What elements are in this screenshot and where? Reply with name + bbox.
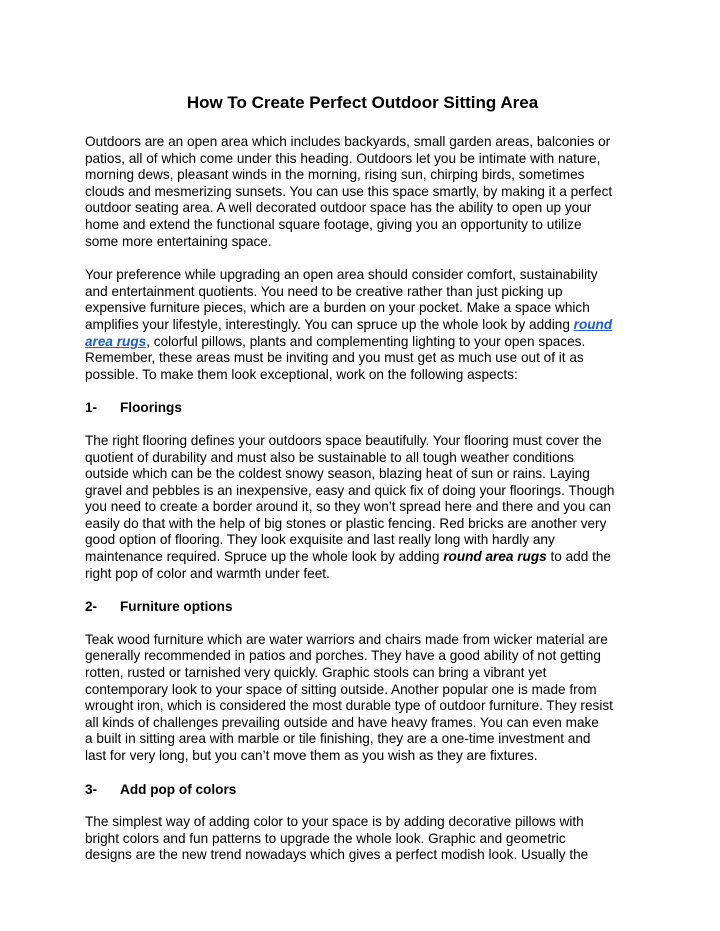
- text-line: designs are the new trend nowadays which gives a perfect modish look. Usually the: [85, 847, 589, 863]
- text-fragment: to add the: [546, 549, 611, 565]
- text-line: generally recommended in patios and porches. They have a good ability of not getting: [85, 648, 601, 664]
- round-area-rugs-link-part1[interactable]: round: [573, 316, 613, 332]
- text-line: some more entertaining space.: [85, 233, 272, 249]
- text-line: quotient of durability and must also be sustainable to all tough weather conditions: [85, 449, 574, 465]
- text-line: outside which can be the coldest snowy season, blazing heat of sun or rains. Laying: [85, 466, 590, 482]
- text-line: rotten, rusted or tarnished very quickly. Graphic stools can bring a vibrant yet: [85, 665, 547, 681]
- text-line: [85, 549, 640, 566]
- text-line: outdoor seating area. A well decorated outdoor space has the ability to open up your: [85, 200, 592, 216]
- text-line: wrought iron, which is considered the most durable type of outdoor furniture. They resist: [85, 698, 613, 714]
- text-line: contemporary look to your space of sitting outside. Another popular one is made from: [85, 681, 597, 697]
- section-heading-furniture: [85, 599, 640, 616]
- text-line: clouds and mesmerizing sunsets. You can use this space smartly, by making it a perfect: [85, 183, 613, 199]
- section-number: 1-: [85, 400, 98, 416]
- furniture-paragraph: [85, 632, 640, 765]
- text-line: good option of flooring. They look exquisite and last really long with hardly any: [85, 532, 555, 548]
- text-line: morning dews, pleasant winds in the morning, rising sun, chirping birds, sometimes: [85, 167, 585, 183]
- text-line: [85, 317, 640, 334]
- document-page: [85, 93, 640, 881]
- text-line: and entertainment quotients. You need to be creative rather than just picking up: [85, 283, 563, 299]
- text-line: all kinds of challenges prevailing outside and have heavy frames. You can even make: [85, 714, 599, 730]
- colors-paragraph: [85, 814, 640, 864]
- text-line: expensive furniture pieces, which are a burden on your pocket. Make a space which: [85, 300, 590, 316]
- section-title: Furniture options: [120, 599, 233, 615]
- text-line: easily do that with the help of big stones or plastic fencing. Red bricks are another very: [85, 515, 607, 531]
- text-line: Teak wood furniture which are water warriors and chairs made from wicker material are: [85, 631, 608, 647]
- text-fragment: , colorful pillows, plants and complementing lighting to your open spaces.: [146, 333, 586, 349]
- text-line: gravel and pebbles is an inexpensive, easy and quick fix of doing your floorings. Though: [85, 482, 615, 498]
- text-line: patios, all of which come under this heading. Outdoors let you be intimate with nature,: [85, 150, 601, 166]
- emphasized-text: round area rugs: [443, 549, 547, 565]
- section-title: Add pop of colors: [120, 781, 237, 797]
- text-line: The right flooring defines your outdoors space beautifully. Your flooring must cover the: [85, 432, 602, 448]
- round-area-rugs-link-part2[interactable]: area rugs: [85, 333, 147, 349]
- text-line: Your preference while upgrading an open area should consider comfort, sustainability: [85, 267, 598, 283]
- text-line: a built in sitting area with marble or tile finishing, they are a one-time investment and: [85, 731, 591, 747]
- text-fragment: amplifies your lifestyle, interestingly. You can spruce up the whole look by adding: [85, 316, 574, 332]
- page-title: How To Create Perfect Outdoor Sitting Area: [186, 93, 539, 112]
- text-line: [85, 334, 640, 351]
- text-line: Outdoors are an open area which includes backyards, small garden areas, balconies or: [85, 134, 611, 149]
- text-fragment: maintenance required. Spruce up the whole look by adding: [85, 549, 444, 565]
- text-line: right pop of color and warmth under feet.: [85, 565, 330, 581]
- section-heading-colors: [85, 782, 640, 799]
- text-line: Remember, these areas must be inviting and you must get as much use out of it as: [85, 350, 584, 366]
- section-number: 2-: [85, 599, 98, 615]
- text-line: possible. To make them look exceptional, work on the following aspects:: [85, 366, 518, 382]
- section-number: 3-: [85, 781, 98, 797]
- floorings-paragraph: [85, 433, 640, 582]
- text-line: The simplest way of adding color to your space is by adding decorative pillows with: [85, 814, 584, 830]
- text-line: last for very long, but you can’t move them as you wish as they are fixtures.: [85, 748, 538, 763]
- section-title: Floorings: [120, 400, 182, 416]
- text-line: bright colors and fun patterns to upgrade the whole look. Graphic and geometric: [85, 830, 566, 846]
- section-heading-floorings: [85, 400, 640, 417]
- intro-paragraph: [85, 134, 640, 250]
- text-line: you need to create a border around it, so they won’t spread here and there and you can: [85, 499, 611, 515]
- preference-paragraph: [85, 267, 640, 383]
- text-line: home and extend the functional square footage, giving you an opportunity to utilize: [85, 216, 582, 232]
